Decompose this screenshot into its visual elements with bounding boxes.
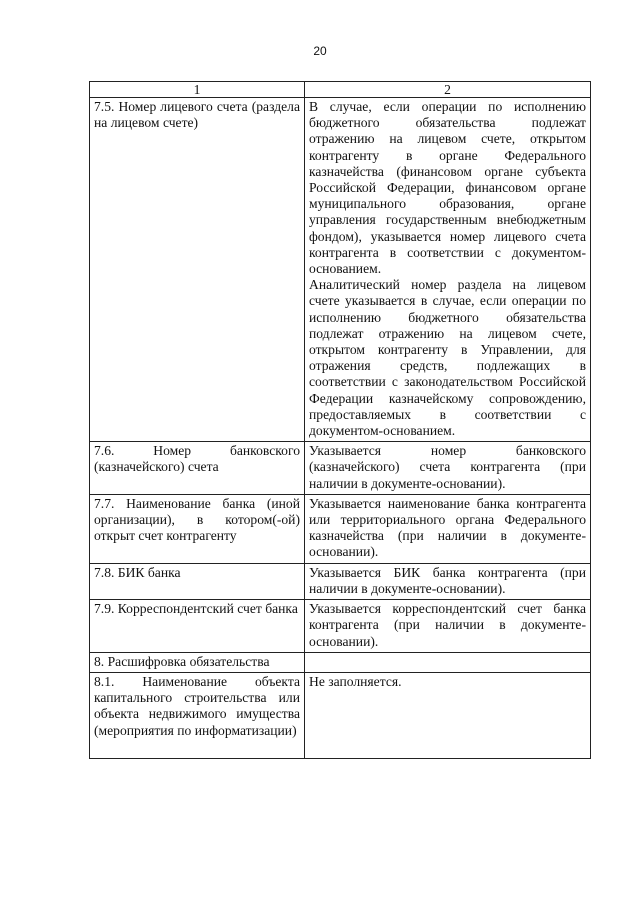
row-name-7-6: 7.6. Номер банковского (казначейского) счета — [90, 442, 305, 495]
page-number: 20 — [313, 44, 327, 58]
document-table — [89, 81, 591, 759]
description-paragraph: Указывается корреспондентский счет банка контрагента (при наличии в документе-основании). — [309, 601, 586, 649]
row-description-8-1 — [305, 672, 591, 758]
description-paragraph: Указывается номер банковского (казначейского) счета контрагента (при наличии в документе-основании). — [309, 443, 586, 491]
row-description-7-9 — [305, 600, 591, 653]
table-row — [90, 563, 591, 599]
row-name-7-5: 7.5. Номер лицевого счета (раздела на лицевом счете) — [90, 98, 305, 442]
row-name-7-7: 7.7. Наименование банка (иной организации), в котором(-ой) открыт счет контрагенту — [90, 494, 305, 563]
table-row — [90, 442, 591, 495]
column-header-1: 1 — [90, 82, 305, 98]
row-description-7-8 — [305, 563, 591, 599]
table-row — [90, 600, 591, 653]
description-paragraph: Аналитический номер раздела на лицевом счете указывается в случае, если операции по исполнению бюджетного обязательства подлежат отражению на лицевом счете, открытом контрагенту в Управлении, для отражения средств, подлежащих в соответствии с законодательством Российской Федерации казначейскому сопровождению, предоставляемых в соответствии с документом-основанием. — [309, 277, 586, 439]
description-paragraph: Указывается наименование банка контрагента или территориального органа Федерального казначейства (при наличии в документе-основании). — [309, 495, 586, 560]
row-name-7-8: 7.8. БИК банка — [90, 563, 305, 599]
description-paragraph: Указывается БИК банка контрагента (при наличии в документе-основании). — [309, 564, 586, 596]
row-description-7-5 — [305, 98, 591, 442]
row-name-8-1: 8.1. Наименование объекта капитального строительства или объекта недвижимого имущества (мероприятия по информатизации) — [90, 672, 305, 758]
description-paragraph: В случае, если операции по исполнению бюджетного обязательства подлежат отражению на лицевом счете, открытом контрагенту в органе Федерального казначейства (финансовом органе субъекта Российской Федерации, финансовом органе муниципального образования, органе управления государственным внебюджетным фондом), указывается номер лицевого счета контрагента в соответствии с документом-основанием. — [309, 99, 586, 277]
column-header-2: 2 — [305, 82, 591, 98]
table-row — [90, 98, 591, 442]
row-name-8: 8. Расшифровка обязательства — [90, 652, 305, 672]
row-name-7-9: 7.9. Корреспондентский счет банка — [90, 600, 305, 653]
table-header-row — [90, 82, 591, 98]
row-description-8 — [305, 652, 591, 672]
table-row — [90, 494, 591, 563]
description-paragraph: Не заполняется. — [309, 673, 402, 689]
row-description-7-6 — [305, 442, 591, 495]
row-description-7-7 — [305, 494, 591, 563]
table-row — [90, 672, 591, 758]
table-row — [90, 652, 591, 672]
